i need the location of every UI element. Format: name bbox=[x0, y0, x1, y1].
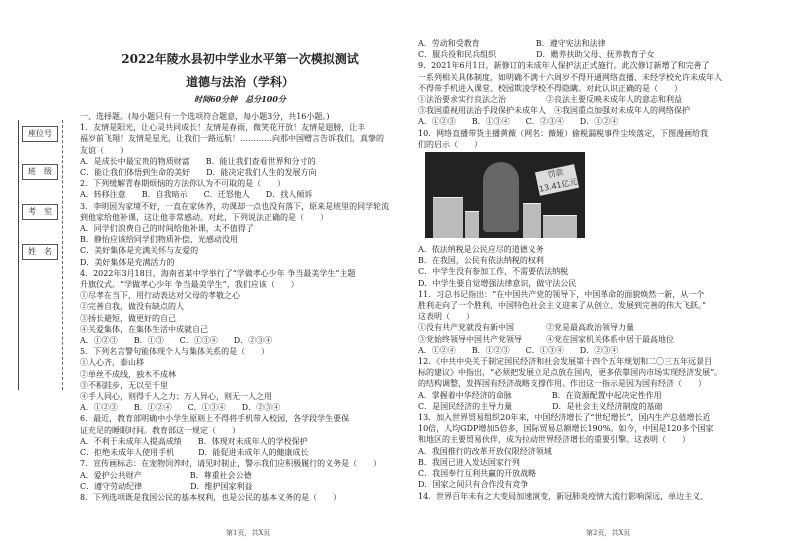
question-text-line: A．我国推行的改革开放仅限经济领域 bbox=[418, 446, 552, 456]
question-text-line: 12．《中共中央关于制定国民经济和社会发展第十四个五年规划和二〇三五年远景目 bbox=[418, 357, 713, 367]
question-text-line: 8．下列选项既是我国公民的基本权利，也是公民的基本义务的是（ ） bbox=[80, 492, 342, 502]
question-text-line: 3．李明因为家境不好，一直在家休养，功课却一点也没有落下，原来是班里的同学轮流 bbox=[80, 201, 390, 211]
question-text-line: A．爱护公共财产 B．尊重社会公德 bbox=[80, 470, 252, 480]
left-column bbox=[80, 44, 400, 524]
question-text-line: ④关爱集体，在集体生活中成就自己 bbox=[80, 324, 208, 334]
question-text-line: ③不积跬步，无以至千里 bbox=[80, 380, 168, 390]
question-text-line: ③党始终领导中国共产党领导 ④党在国家机关体系中居于最高地位 bbox=[418, 334, 674, 344]
name-field[interactable]: 姓 名 bbox=[22, 244, 58, 260]
question-text-line: C．能让我们体悟到生命的美好 D．能决定我们人生的发展方向 bbox=[80, 168, 317, 178]
question-text-line: 5．下列名言警句能体现个人与集体关系的是（ ） bbox=[80, 347, 270, 357]
right-question-list-bottom bbox=[418, 244, 778, 502]
question-text-line: ①没有共产党就没有新中国 ②党是最高政治领导力量 bbox=[418, 323, 634, 333]
question-text-line: A．劳动和受教育 B．遵守宪法和法律 bbox=[418, 39, 606, 48]
class-field[interactable]: 班 级 bbox=[22, 164, 58, 180]
question-text-line: A．①②③ B．①③ C．①③④ D．②③④ bbox=[80, 336, 273, 346]
question-text-line: ①法治要求实行良法之治 ②良法主要反映未成年人的意志和利益 bbox=[418, 95, 682, 105]
question-text-line: 9．2021年6月1日，新修订的未成年人保护法正式施行。此次修订新增了和完善了 bbox=[418, 61, 710, 71]
question-text-line: ①人心齐，泰山移 bbox=[80, 358, 144, 368]
coin-stack bbox=[523, 203, 541, 238]
right-column bbox=[418, 38, 778, 524]
question-text-line: 胜利走向了一个胜利，中国特色社会主义迎来了从创立、发展到完善的伟大飞跃。” bbox=[418, 301, 707, 311]
question-text-line: 这表明（ ） bbox=[418, 312, 474, 322]
question-text-line: ①尽孝在当下，用行动表达对父母的孝敬之心 bbox=[80, 291, 240, 301]
question-text-line: ④手人同心，则得千人之力；万人异心，则无一人之用 bbox=[80, 392, 272, 402]
coin-stack bbox=[433, 197, 463, 238]
seat-number-field[interactable]: 座位号 bbox=[22, 126, 58, 142]
question-text-line: 11．习总书记指出：“在中国共产党的领导下，中国革命的面貌焕然一新，从一个 bbox=[418, 289, 705, 299]
question-text-line: 不得带手机进入课堂、校园欺凌学校不得隐瞒。对此认识正确的是（ ） bbox=[418, 83, 682, 93]
question-text-line: 友谊（ ） bbox=[80, 145, 128, 155]
question-text-line: A．是成长中最宝贵的物质财富 B．能让我们查看世界和分寸的 bbox=[80, 156, 316, 166]
question-text-line: D．中学生要自觉增强法律意识，做守法公民 bbox=[418, 278, 577, 288]
question-text-line: ③扬长避短，做更好的自己 bbox=[80, 313, 176, 323]
question-text-line: 6．最近，教育部明确中小学生原则上不得将手机带入校园，各学段学生要保 bbox=[80, 414, 350, 424]
question-text-line: A．不利于未成年人提高成绩 B．体现对未成年人的学校保护 bbox=[80, 436, 308, 446]
question-text-line: 4．2022年3月18日，海南省某中学举行了“学做孝心少年 争当最美学生”主题 bbox=[80, 268, 356, 278]
question-text-line: 和地区的主要贸易伙伴，成为拉动世界经济增长的重要引擎。这表明（ ） bbox=[418, 435, 690, 445]
question-text-line: 福岁前飞翔！友情是星光，让我们一路远航！…………向那中国赠言告诉我们，真挚的 bbox=[80, 134, 384, 144]
question-text-line: 升旗仪式。“学做孝心少年 争当最美学生”，我们应该（ ） bbox=[80, 280, 299, 290]
question-text-line: A．①②④ B．①②③ C．①③④ D．②③④ bbox=[418, 345, 619, 355]
fine-sign: 罚款 13.41亿元 bbox=[535, 164, 579, 196]
question-text-line: A．依法纳税是公民应尽的道德义务 bbox=[418, 245, 544, 255]
question-text-line: A．同学们浪费自己的时间给他补课，太不值得了 bbox=[80, 224, 254, 234]
question-text-line: 标的建议》中指出，“必须把发展立足点放在国内，更多依靠国内市场实现经济发展”。 bbox=[418, 368, 723, 378]
question-text-line: C．我国奉行互利共赢的开放战略 bbox=[418, 469, 537, 479]
question-text-line: D．美好集体是充满活力的 bbox=[80, 257, 175, 267]
question-text-line: D．国家之间只有合作没有竞争 bbox=[418, 480, 529, 490]
question-text-line: ②单丝不成线，独木不成林 bbox=[80, 369, 176, 379]
question-text-line: B．静怡应该给同学们物质补偿，光感动没用 bbox=[80, 235, 238, 245]
question-text-line: 13．加入世界贸易组织20年来，中国经济增长了“世纪增长”，国内生产总值增长近 bbox=[418, 413, 711, 423]
question-text-line: 10倍，人均GDP增加5倍多，国际贸易总额增长190%。如今，中国是120多个国家 bbox=[418, 424, 714, 434]
question-text-line: 的结构调整，发挥国有经济战略支撑作用。作出这一指示是因为国有经济（ ） bbox=[418, 379, 706, 389]
exam-subject: 道德与法治（学科） bbox=[185, 75, 294, 89]
question-text-line: 到他家给他补课，这让他非常感动。对此，下列说法正确的是（ ） bbox=[80, 212, 328, 222]
question-text-line: A．掌握着中华经济的命脉 B．在资源配置中起决定性作用 bbox=[418, 390, 662, 400]
question-text-line: 1．友情是阳光，让心灵共同成长！友情是春雨，微笑花开放！友情是翅膀，让丰 bbox=[80, 123, 366, 133]
question-text-line: C．是国民经济的主导力量 D．是社会主义经济制度的基础 bbox=[418, 401, 663, 411]
question-text-line: 证充足的睡眠时间。教育部这一规定（ ） bbox=[80, 425, 240, 435]
question-text-line: 10．网络直播带货主播黄薇（网名：薇娅）偷税漏税事件尘埃落定，下图漫画给我 bbox=[418, 128, 709, 138]
page-footer-right: 第2页，共X页 bbox=[586, 529, 631, 537]
question-text-line: B．我国已进入发达国家行列 bbox=[418, 457, 520, 467]
question-text-line: C．美好集体是充满关怀与友爱的 bbox=[80, 246, 199, 256]
tax-cartoon-image bbox=[425, 152, 585, 238]
question-text-line: A．①②③ B．①③④ C．②③④ D．①②④ bbox=[418, 117, 619, 127]
question-text-line: 一系列相关具体制度，如明确不满十六周岁不得开通网络直播、未经学校允许未成年人 bbox=[418, 72, 722, 82]
question-text-line: 2．下列缓解青春期烦恼的方法你认为不可取的是（ ） bbox=[80, 179, 286, 189]
right-question-list-top bbox=[418, 38, 778, 150]
question-text-line: C．中学生没有参加工作，不需要依法纳税 bbox=[418, 267, 569, 277]
question-text-line: A．①②③ B．①②④ C．①③④ D．②③④ bbox=[80, 403, 281, 413]
question-text-line: C．服兵役和民兵组织 D．赡养扶助父母、抚养教育子女 bbox=[418, 50, 655, 60]
page-footer-left: 第1页，共X页 bbox=[226, 529, 271, 537]
question-text-line: 一、选择题。(每小题只有一个选项符合题意，每小题3分，共16小题。) bbox=[80, 112, 330, 121]
seal-line bbox=[62, 120, 63, 390]
question-text-line: 7．宣传画标志：在宠物饲养时，请见时制止，警示我们应积极履行的义务是（ ） bbox=[80, 459, 382, 469]
question-text-line: B．在我国，公民有依法纳税的权利 bbox=[418, 256, 544, 266]
figure-silhouette bbox=[483, 162, 519, 232]
coin-stack bbox=[543, 215, 577, 238]
question-text-line: ②完善自我，做没有缺点的人 bbox=[80, 302, 184, 312]
exam-title: 2022年陵水县初中学业水平第一次模拟测试 bbox=[121, 52, 359, 66]
coin-stack bbox=[465, 211, 479, 238]
student-info-sidebar bbox=[18, 120, 60, 390]
question-text-line: C．拒绝未成年人使用手机 D．能促进未成年人的健康成长 bbox=[80, 448, 309, 458]
question-text-line: C．遵守劳动纪律 D．维护国家利益 bbox=[80, 481, 253, 491]
left-question-list bbox=[80, 111, 400, 503]
exam-room-field[interactable]: 考 室 bbox=[22, 204, 58, 220]
question-text-line: 14．世界百年未有之大变局加速演变，新冠肺炎疫情大流行影响深远，单边主义、 bbox=[418, 491, 709, 501]
question-text-line: A．转移注意 B．自我暗示 C．迁怒他人 D．找人倾诉 bbox=[80, 190, 313, 200]
question-text-line: 们的启示（ ） bbox=[418, 139, 482, 149]
exam-meta: 时间60分钟 总分100分 bbox=[194, 94, 286, 104]
question-text-line: ③我国重视用法治手段保护未成年人 ④我国重点加强对未成年人的网络保护 bbox=[418, 106, 690, 116]
